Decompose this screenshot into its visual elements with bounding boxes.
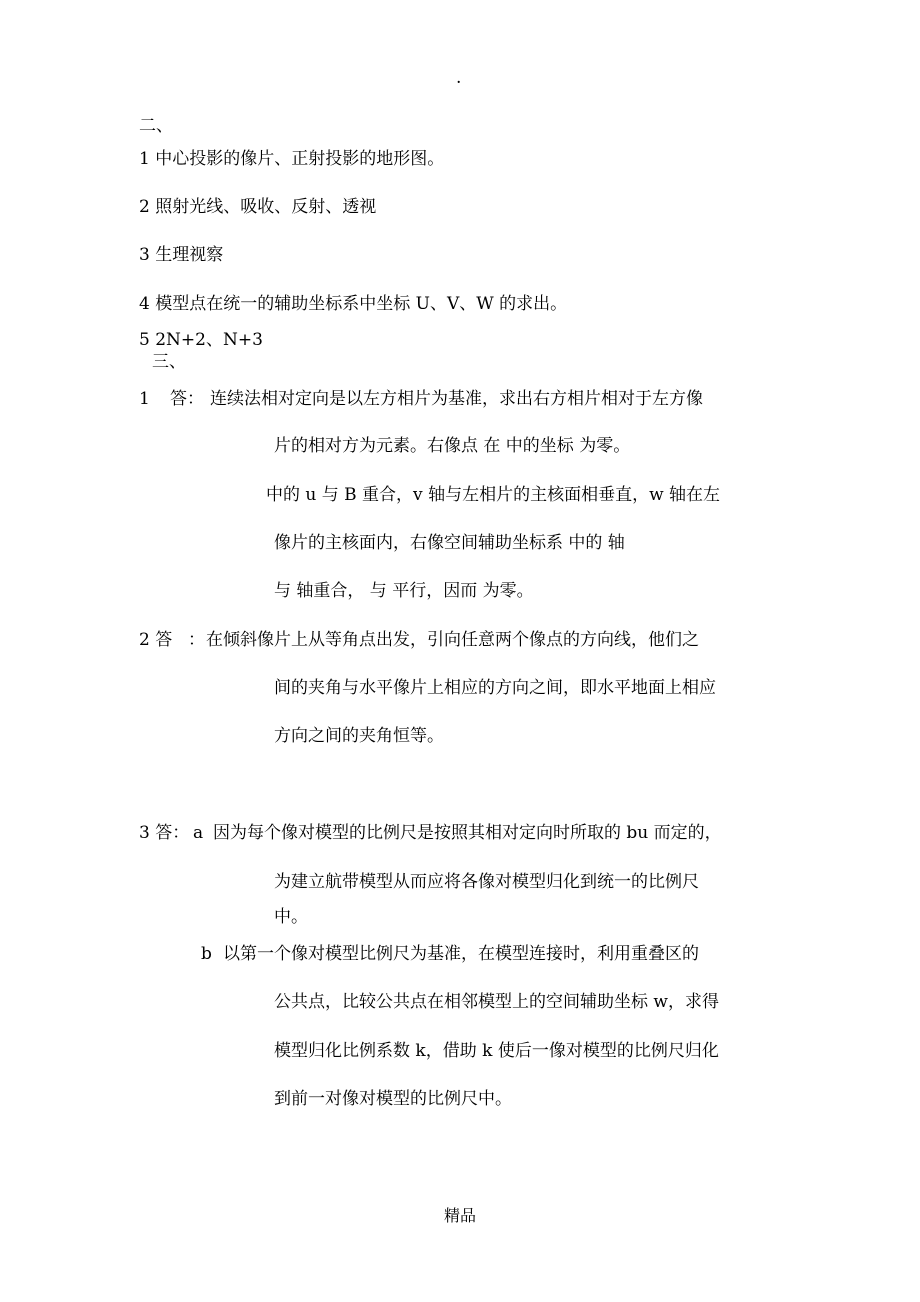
- q1-prefix: 答：: [170, 389, 204, 409]
- q2-line-1: 在倾斜像片上从等角点出发，引向任意两个像点的方向线，他们之: [206, 630, 699, 650]
- section-2-item-2: 2 照射光线、吸收、反射、透视: [139, 197, 377, 217]
- q2-prefix: ：: [188, 630, 205, 650]
- section-2-item-1: 1 中心投影的像片、正射投影的地形图。: [139, 149, 445, 169]
- q3-label: 3 答：: [139, 823, 190, 843]
- q2-label: 2 答: [139, 630, 173, 650]
- q3-b-line-3: 模型归化比例系数 k，借助 k 使后一像对模型的比例尺归化: [274, 1041, 719, 1061]
- q1-line-5: 与 轴重合， 与 平行，因而 为零。: [274, 581, 534, 601]
- section-3-heading: 三、: [152, 352, 186, 372]
- footer-label: 精品: [444, 1206, 477, 1225]
- q3-b-line-4: 到前一对像对模型的比例尺中。: [274, 1089, 512, 1109]
- q3-b-line-2: 公共点，比较公共点在相邻模型上的空间辅助坐标 w，求得: [274, 992, 719, 1012]
- q1-line-4: 像片的主核面内，右像空间辅助坐标系 中的 轴: [274, 533, 625, 553]
- q3-a-label: a: [193, 823, 204, 843]
- q3-a-line-1: 因为每个像对模型的比例尺是按照其相对定向时所取的 bu 而定的，: [213, 823, 722, 843]
- q3-a-line-3: 中。: [274, 907, 308, 927]
- q3-b-label: b: [201, 944, 212, 964]
- q1-line-3: 中的 u 与 B 重合，v 轴与左相片的主核面相垂直，w 轴在左: [266, 485, 721, 505]
- section-2-heading: 二、: [139, 116, 173, 136]
- q3-a-line-2: 为建立航带模型从而应将各像对模型归化到统一的比例尺: [274, 872, 699, 892]
- section-2-item-3: 3 生理视察: [139, 245, 224, 265]
- q2-line-3: 方向之间的夹角恒等。: [274, 726, 444, 746]
- q1-line-1: 连续法相对定向是以左方相片为基准，求出右方相片相对于左方像: [210, 389, 703, 409]
- header-mark: .: [456, 68, 462, 88]
- q1-line-2: 片的相对方为元素。右像点 在 中的坐标 为零。: [274, 436, 631, 456]
- section-2-item-5: 5 2N+2、N+3: [139, 330, 263, 350]
- section-2-item-4: 4 模型点在统一的辅助坐标系中坐标 U、V、W 的求出。: [139, 294, 568, 314]
- q2-line-2: 间的夹角与水平像片上相应的方向之间，即水平地面上相应: [274, 678, 716, 698]
- q1-label: 1: [139, 389, 150, 409]
- q3-b-line-1: 以第一个像对模型比例尺为基准，在模型连接时，利用重叠区的: [223, 944, 699, 964]
